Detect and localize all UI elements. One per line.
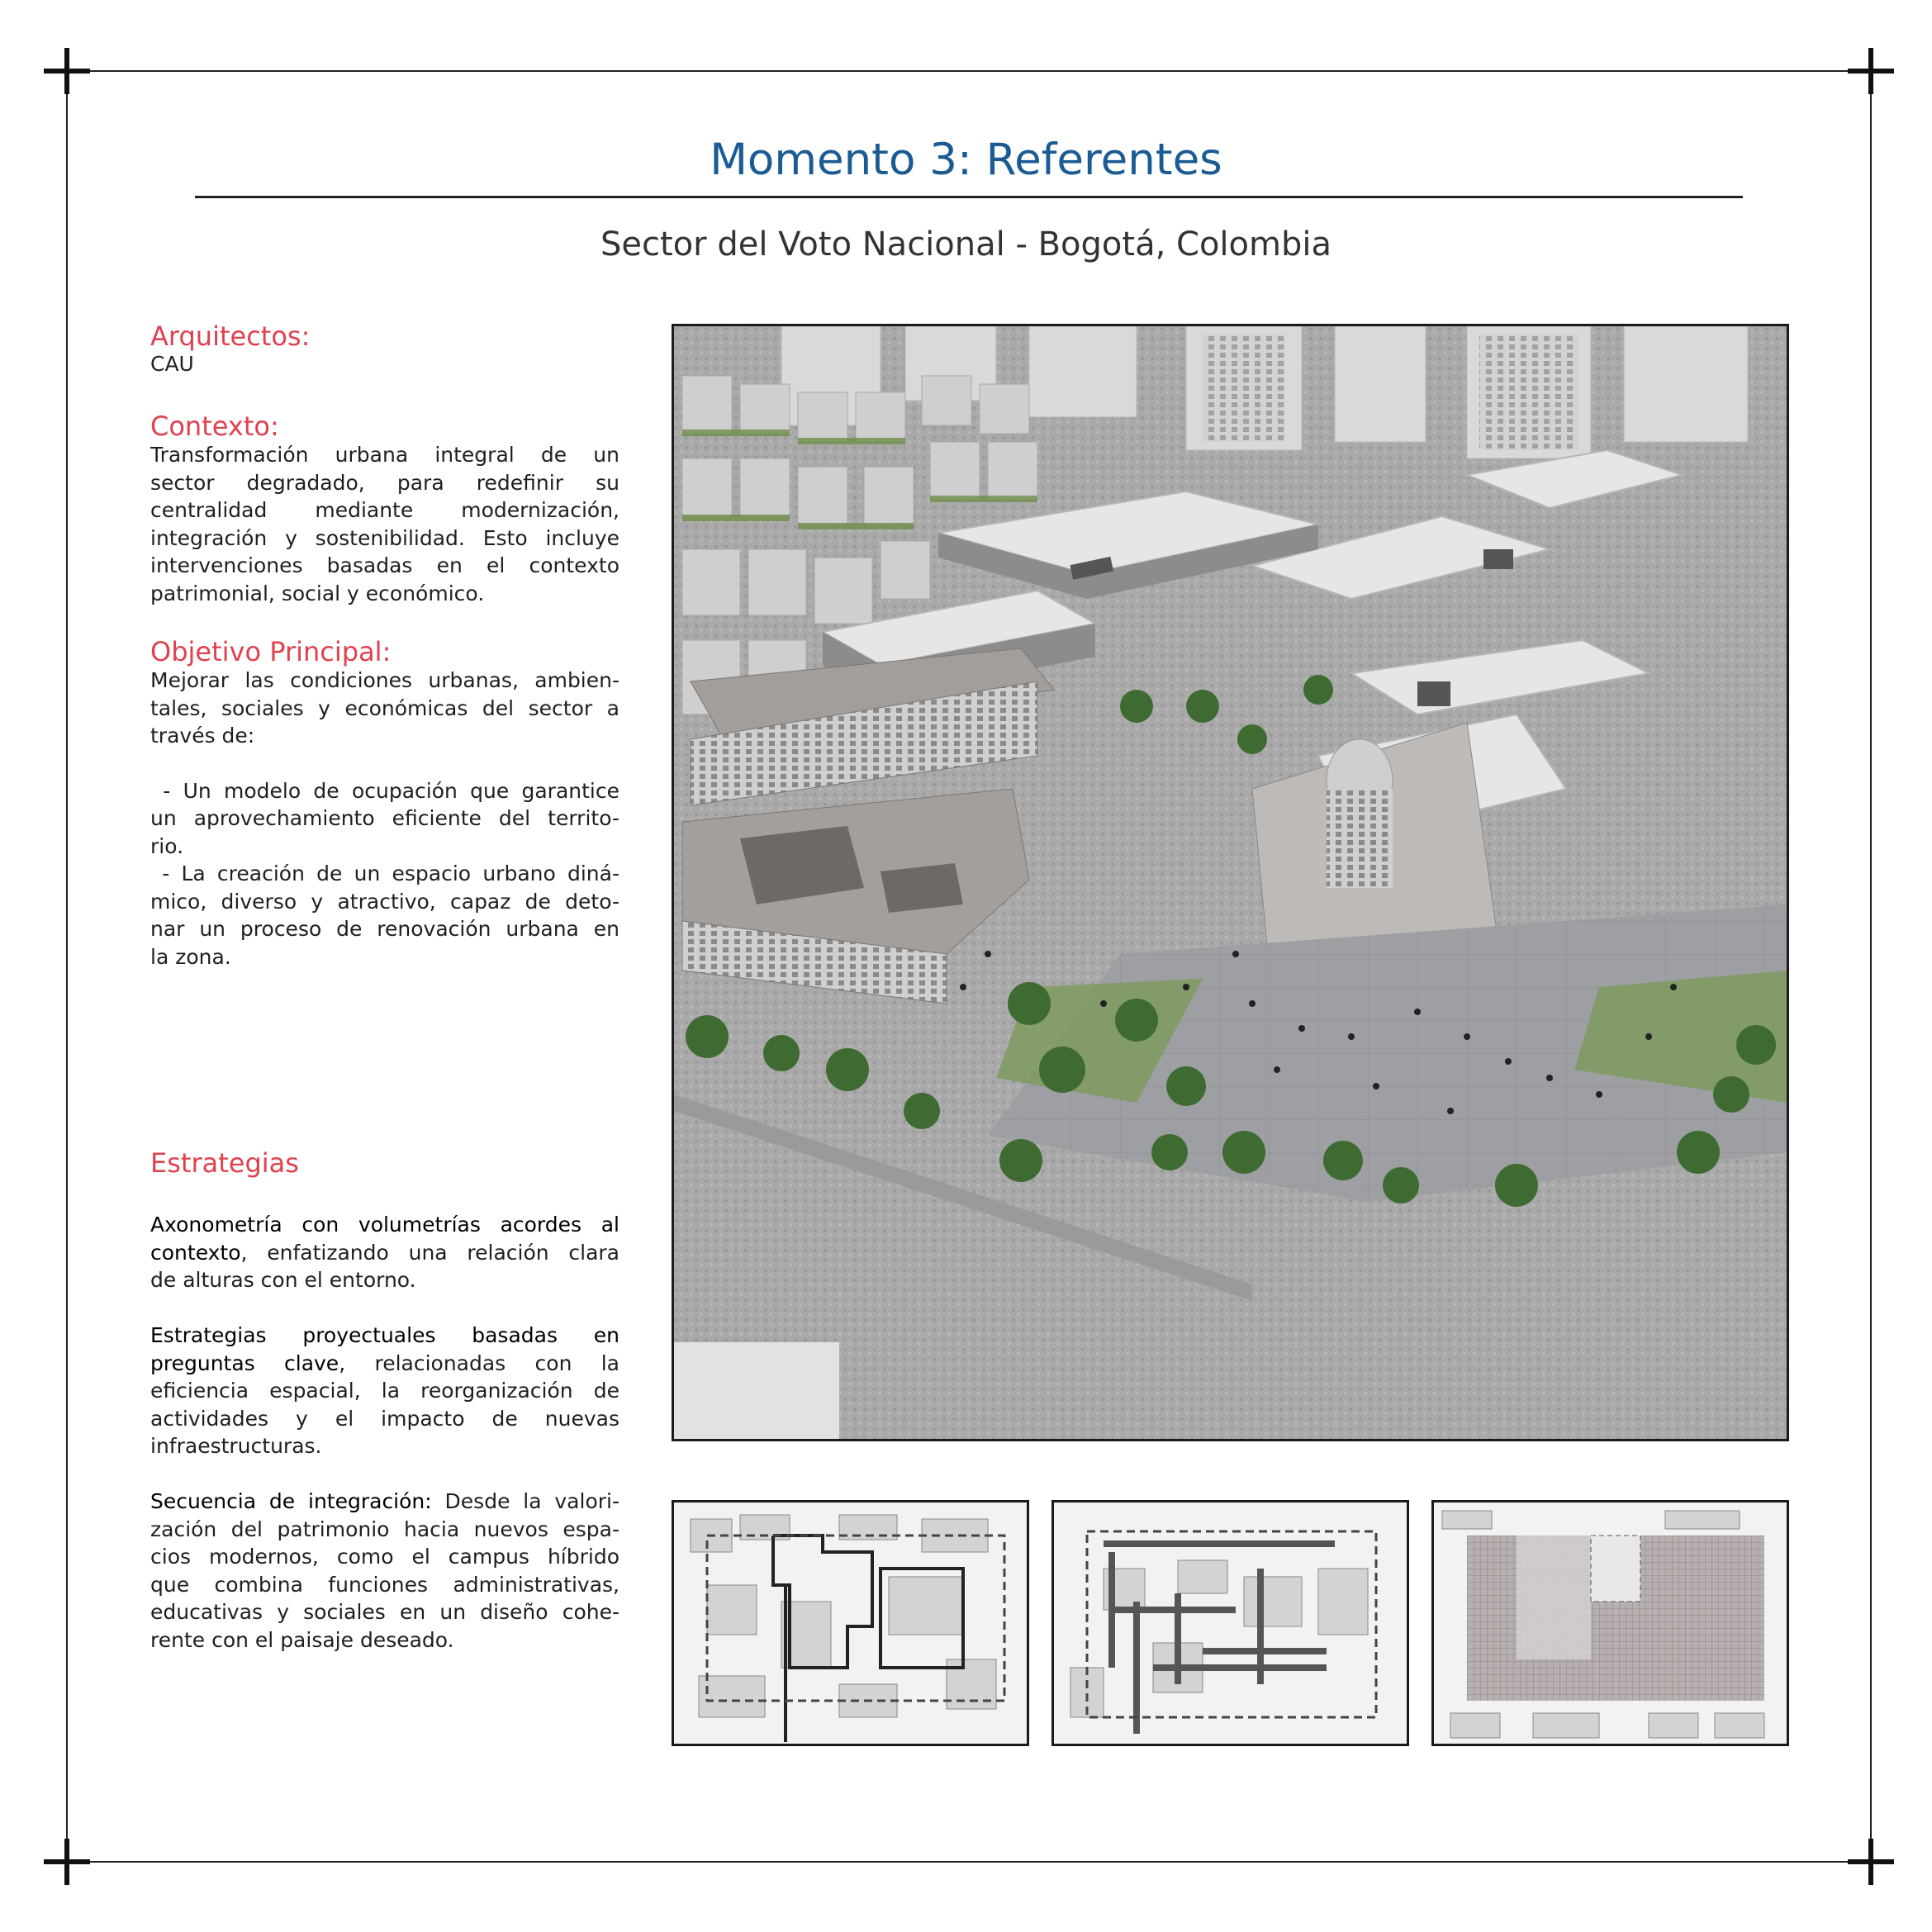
arquitectos-section bbox=[150, 320, 619, 377]
crop-mark-bottom-right bbox=[1848, 1839, 1894, 1885]
estrategia-item-3 bbox=[150, 1488, 619, 1654]
contexto-line: Transformación urbana integral de un bbox=[150, 443, 619, 467]
estrategia-text: , relacionadas con la bbox=[339, 1351, 619, 1375]
contexto-line: integración y sostenibilidad. Esto incluye bbox=[150, 525, 619, 550]
estrategias-heading: Estrategias bbox=[150, 1147, 299, 1179]
objetivo-bullet-line: la zona. bbox=[150, 944, 231, 969]
plan-diagram-thumbnail-1 bbox=[672, 1500, 1029, 1746]
contexto-section bbox=[150, 411, 619, 607]
objetivo-line: tales, sociales y económicas del sector a bbox=[150, 695, 619, 720]
arquitectos-heading: Arquitectos: bbox=[150, 320, 311, 352]
crop-mark-bottom-left bbox=[44, 1839, 90, 1885]
estrategia-text: que combina funciones administrativas, bbox=[150, 1572, 619, 1597]
objetivo-bullet-line: un aprovechamiento eficiente del territo- bbox=[150, 806, 619, 830]
objetivo-bullet-line: mico, diverso y atractivo, capaz de deto- bbox=[150, 889, 619, 914]
objetivo-line: través de: bbox=[150, 724, 255, 748]
title-divider bbox=[195, 196, 1743, 198]
objetivo-bullet-line: - Un modelo de ocupación que garantice bbox=[150, 778, 619, 803]
frame-bottom-line bbox=[50, 1861, 1883, 1863]
estrategia-text: actividades y el impacto de nuevas bbox=[150, 1406, 619, 1431]
objetivo-bullet-line: - La creación de un espacio urbano diná- bbox=[150, 862, 619, 885]
spacer bbox=[150, 750, 619, 777]
estrategia-item-2 bbox=[150, 1322, 619, 1460]
axonometric-render-image bbox=[672, 324, 1789, 1441]
estrategia-text: Estrategias proyectuales basadas en bbox=[150, 1323, 619, 1347]
axonometric-render-drawing bbox=[674, 326, 1787, 1439]
page-title: Momento 3: Referentes bbox=[710, 135, 1222, 185]
estrategia-text: rente con el paisaje deseado. bbox=[150, 1627, 454, 1652]
plan-diagram-drawing-1 bbox=[674, 1502, 1027, 1744]
estrategia-text: educativas y sociales en un diseño cohe- bbox=[150, 1600, 619, 1624]
estrategia-text: de alturas con el entorno. bbox=[150, 1268, 416, 1292]
contexto-line: centralidad mediante modernización, bbox=[150, 498, 619, 522]
estrategia-bold: preguntas clave bbox=[150, 1351, 339, 1375]
plan-diagram-drawing-2 bbox=[1054, 1502, 1407, 1744]
estrategia-text: cios modernos, como el campus híbrido bbox=[150, 1545, 619, 1569]
plan-diagram-thumbnail-2 bbox=[1051, 1500, 1409, 1746]
estrategia-text: Axonometría con volumetrías acordes al bbox=[150, 1213, 619, 1237]
estrategia-text: Desde la valori- bbox=[431, 1489, 619, 1513]
estrategia-bold: Secuencia de integración: bbox=[150, 1489, 432, 1513]
estrategia-item-1 bbox=[150, 1211, 619, 1294]
objetivo-section bbox=[150, 637, 619, 971]
page-subtitle: Sector del Voto Nacional - Bogotá, Colombia bbox=[600, 225, 1332, 263]
estrategia-text: infraestructuras. bbox=[150, 1434, 322, 1458]
crop-mark-top-right bbox=[1848, 48, 1894, 94]
objetivo-bullet-line: rio. bbox=[150, 833, 184, 858]
estrategia-text: zación del patrimonio hacia nuevos espa- bbox=[150, 1517, 619, 1541]
arquitectos-value: CAU bbox=[150, 352, 194, 376]
frame-left-line bbox=[66, 58, 68, 1875]
plan-diagram-thumbnail-3 bbox=[1431, 1500, 1789, 1746]
estrategia-text: eficiencia espacial, la reorganización de bbox=[150, 1379, 619, 1403]
frame-top-line bbox=[50, 70, 1883, 72]
objetivo-heading: Objetivo Principal: bbox=[150, 636, 392, 667]
estrategia-bold: contexto bbox=[150, 1240, 241, 1265]
objetivo-line: Mejorar las condiciones urbanas, ambien- bbox=[150, 668, 619, 692]
contexto-line: patrimonial, social y económico. bbox=[150, 581, 485, 605]
contexto-line: intervenciones basadas en el contexto bbox=[150, 553, 619, 577]
plan-diagram-drawing-3 bbox=[1434, 1502, 1787, 1744]
estrategias-section bbox=[150, 1147, 619, 1179]
crop-mark-top-left bbox=[44, 48, 90, 94]
contexto-heading: Contexto: bbox=[150, 411, 279, 442]
frame-right-line bbox=[1870, 58, 1872, 1875]
estrategia-text: , enfatizando una relación clara bbox=[240, 1240, 619, 1265]
contexto-line: sector degradado, para redefinir su bbox=[150, 470, 619, 495]
objetivo-bullet-line: nar un proceso de renovación urbana en bbox=[150, 917, 619, 941]
